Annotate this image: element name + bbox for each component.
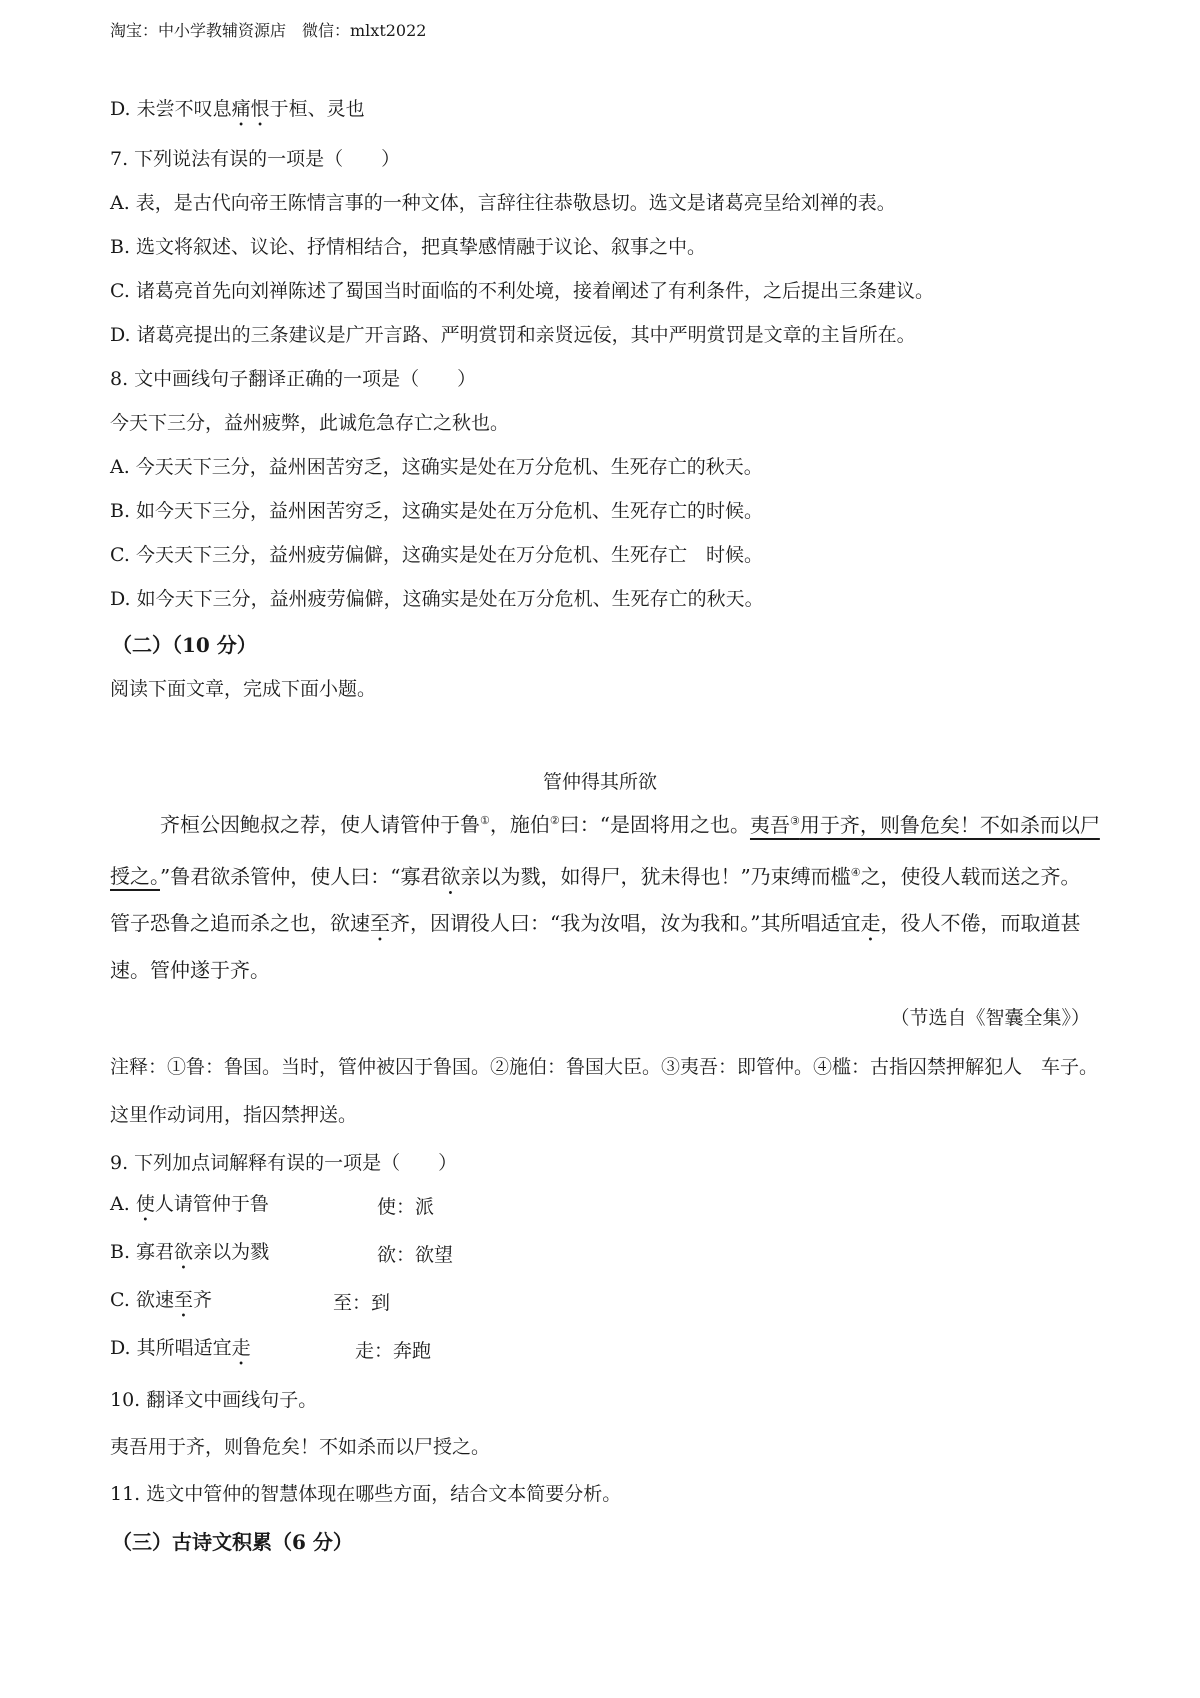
q10-stem: 10. 翻译文中画线句子。	[110, 1389, 318, 1411]
q10-sentence: 夷吾用于齐，则鲁危矣！不如杀而以尸授之。	[110, 1436, 491, 1458]
q7-option-c: C. 诸葛亮首先向刘禅陈述了蜀国当时面临的不利处境，接着阐述了有利条件，之后提出三条建议。	[110, 280, 934, 302]
q9-option-d-meaning: 走：奔跑	[355, 1340, 432, 1362]
q9-option-a-meaning: 使：派	[377, 1196, 435, 1218]
page-header: 淘宝：中小学教辅资源店 微信：mlxt2022	[110, 21, 427, 40]
passage-body: 齐桓公因鲍叔之荐，使人请管仲于鲁①，施伯②曰：“是固将用之也。夷吾③用于齐，则鲁危矣！不如杀而以尸授之。”鲁君欲杀管仲，使人曰：“寡君欲亲以为戮，如得尸，犹未得也！”乃束缚而槛④之，使役人载而送之齐。管子恐鲁之追而杀之也，欲速至齐，因谓役人曰：“我为汝唱，汝为我和。”其所唱适宜走，役人不倦，而取道甚速。管仲遂于齐。	[110, 812, 1100, 983]
q8-sentence: 今天下三分，益州疲弊，此诚危急存亡之秋也。	[110, 412, 510, 434]
reading-instruction: 阅读下面文章，完成下面小题。	[110, 678, 377, 700]
q7-stem: 7. 下列说法有误的一项是（ ）	[110, 148, 401, 170]
passage-source: （节选自《智囊全集》）	[890, 1007, 1090, 1029]
section-3-heading: （三）古诗文积累（6 分）	[112, 1530, 353, 1554]
q9-option-a: A. 使人请管仲于鲁	[110, 1193, 269, 1215]
q8-option-c: C. 今天天下三分，益州疲劳偏僻，这确实是处在万分危机、生死存亡 时候。	[110, 544, 763, 566]
q9-option-d: D. 其所唱适宜走	[110, 1337, 251, 1359]
q9-option-c: C. 欲速至齐	[110, 1289, 212, 1311]
passage-title: 管仲得其所欲	[542, 771, 657, 793]
q7-option-a: A. 表，是古代向帝王陈情言事的一种文体，言辞往往恭敬恳切。选文是诸葛亮呈给刘禅的表。	[110, 192, 896, 214]
section-2-heading: （二）（10 分）	[112, 633, 257, 657]
q7-option-b: B. 选文将叙述、议论、抒情相结合，把真挚感情融于议论、叙事之中。	[110, 236, 707, 258]
passage-notes: 注释：①鲁：鲁国。当时，管仲被囚于鲁国。②施伯：鲁国大臣。③夷吾：即管仲。④槛：古指囚禁押解犯人 车子。这里作动词用，指囚禁押送。	[110, 1056, 1099, 1126]
q9-option-b: B. 寡君欲亲以为戮	[110, 1241, 270, 1263]
q7-option-d: D. 诸葛亮提出的三条建议是广开言路、严明赏罚和亲贤远佞，其中严明赏罚是文章的主旨所在。	[110, 324, 916, 346]
q11-stem: 11. 选文中管仲的智慧体现在哪些方面，结合文本简要分析。	[110, 1483, 622, 1505]
underlined-sentence: 夷吾③用于齐，则鲁危矣！不如杀而以尸授之。	[110, 812, 1100, 889]
q9-option-b-meaning: 欲：欲望	[377, 1244, 454, 1266]
q8-option-b: B. 如今天下三分，益州困苦穷乏，这确实是处在万分危机、生死存亡的时候。	[110, 500, 764, 522]
q8-stem: 8. 文中画线句子翻译正确的一项是（ ）	[110, 368, 477, 390]
q9-option-c-meaning: 至：到	[333, 1292, 391, 1314]
q8-option-d: D. 如今天下三分，益州疲劳偏僻，这确实是处在万分危机、生死存亡的秋天。	[110, 588, 764, 610]
q9-stem: 9. 下列加点词解释有误的一项是（ ）	[110, 1152, 458, 1174]
q6-option-d: D. 未尝不叹息痛恨于桓、灵也	[110, 98, 365, 120]
q8-option-a: A. 今天天下三分，益州困苦穷乏，这确实是处在万分危机、生死存亡的秋天。	[110, 456, 763, 478]
